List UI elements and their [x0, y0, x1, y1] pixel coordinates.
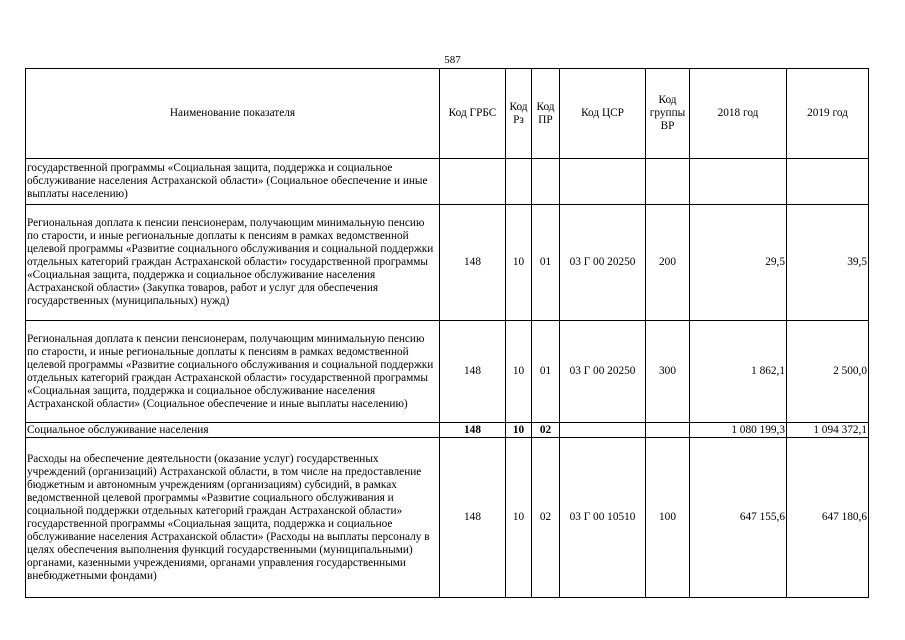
row-rz: 10	[506, 321, 532, 423]
page-number: 587	[444, 54, 461, 66]
budget-table	[25, 68, 869, 598]
row-csr: 03 Г 00 10510	[560, 438, 646, 598]
row-vr: 100	[646, 438, 690, 598]
header-pr: Код ПР	[532, 69, 560, 159]
row-rz: 10	[506, 423, 532, 438]
row-2019	[787, 159, 869, 205]
header-row	[26, 69, 869, 159]
header-2019: 2019 год	[787, 69, 869, 159]
table-row	[26, 321, 869, 423]
row-grbs: 148	[440, 423, 506, 438]
row-2018: 647 155,6	[690, 438, 787, 598]
row-vr: 200	[646, 205, 690, 321]
header-csr: Код ЦСР	[560, 69, 646, 159]
row-2018: 29,5	[690, 205, 787, 321]
row-grbs	[440, 159, 506, 205]
row-2019: 647 180,6	[787, 438, 869, 598]
row-grbs: 148	[440, 438, 506, 598]
header-rz: Код Рз	[506, 69, 532, 159]
row-rz: 10	[506, 205, 532, 321]
row-name: Социальное обслуживание населения	[26, 423, 440, 438]
row-vr	[646, 423, 690, 438]
row-vr	[646, 159, 690, 205]
row-csr	[560, 423, 646, 438]
row-csr: 03 Г 00 20250	[560, 321, 646, 423]
row-name: Региональная доплата к пенсии пенсионерам, получающим минимальную пенсию по старости, и иные региональные доплаты к пенсиям в рамках ведомственной целевой программы «Развитие социального обслуживания и социальной поддержки отдельных категорий граждан Астраханской области» государственной программы «Социальная защита, поддержка и социальное обслуживание населения Астраханской области» (Закупка товаров, работ и услуг для обеспечения государственных (муниципальных) нужд)	[26, 205, 440, 321]
row-pr: 01	[532, 321, 560, 423]
row-pr	[532, 159, 560, 205]
row-pr: 01	[532, 205, 560, 321]
header-grbs: Код ГРБС	[440, 69, 506, 159]
table-row	[26, 423, 869, 438]
row-grbs: 148	[440, 205, 506, 321]
header-2018: 2018 год	[690, 69, 787, 159]
row-pr: 02	[532, 423, 560, 438]
table-row	[26, 438, 869, 598]
row-csr	[560, 159, 646, 205]
row-name: Региональная доплата к пенсии пенсионерам, получающим минимальную пенсию по старости, и иные региональные доплаты к пенсиям в рамках ведомственной целевой программы «Развитие социального обслуживания и социальной поддержки отдельных категорий граждан Астраханской области» государственной программы «Социальная защита, поддержка и социальное обслуживание населения Астраханской области» (Социальное обеспечение и иные выплаты населению)	[26, 321, 440, 423]
row-grbs: 148	[440, 321, 506, 423]
row-2019: 2 500,0	[787, 321, 869, 423]
header-name: Наименование показателя	[26, 69, 440, 159]
row-2019: 1 094 372,1	[787, 423, 869, 438]
row-2019: 39,5	[787, 205, 869, 321]
row-vr: 300	[646, 321, 690, 423]
header-vr: Код группы ВР	[646, 69, 690, 159]
row-2018	[690, 159, 787, 205]
table-row	[26, 205, 869, 321]
row-name: государственной программы «Социальная защита, поддержка и социальное обслуживание населения Астраханской области» (Социальное обеспечение и иные выплаты населению)	[26, 159, 440, 205]
row-2018: 1 862,1	[690, 321, 787, 423]
table-row	[26, 159, 869, 205]
row-rz	[506, 159, 532, 205]
row-pr: 02	[532, 438, 560, 598]
row-rz: 10	[506, 438, 532, 598]
row-2018: 1 080 199,3	[690, 423, 787, 438]
row-name: Расходы на обеспечение деятельности (оказание услуг) государственных учреждений (организаций) Астраханской области, в том числе на предоставление бюджетным и автономным учреждениям (организациям) субсидий, в рамках ведомственной целевой программы «Развитие социального обслуживания и социальной поддержки отдельных категорий граждан Астраханской области» государственной программы «Социальная защита, поддержка и социальное обслуживание населения Астраханской области» (Расходы на выплаты персоналу в целях обеспечения выполнения функций государственными (муниципальными) органами, казенными учреждениями, органами управления государственными внебюджетными фондами)	[26, 438, 440, 598]
row-csr: 03 Г 00 20250	[560, 205, 646, 321]
